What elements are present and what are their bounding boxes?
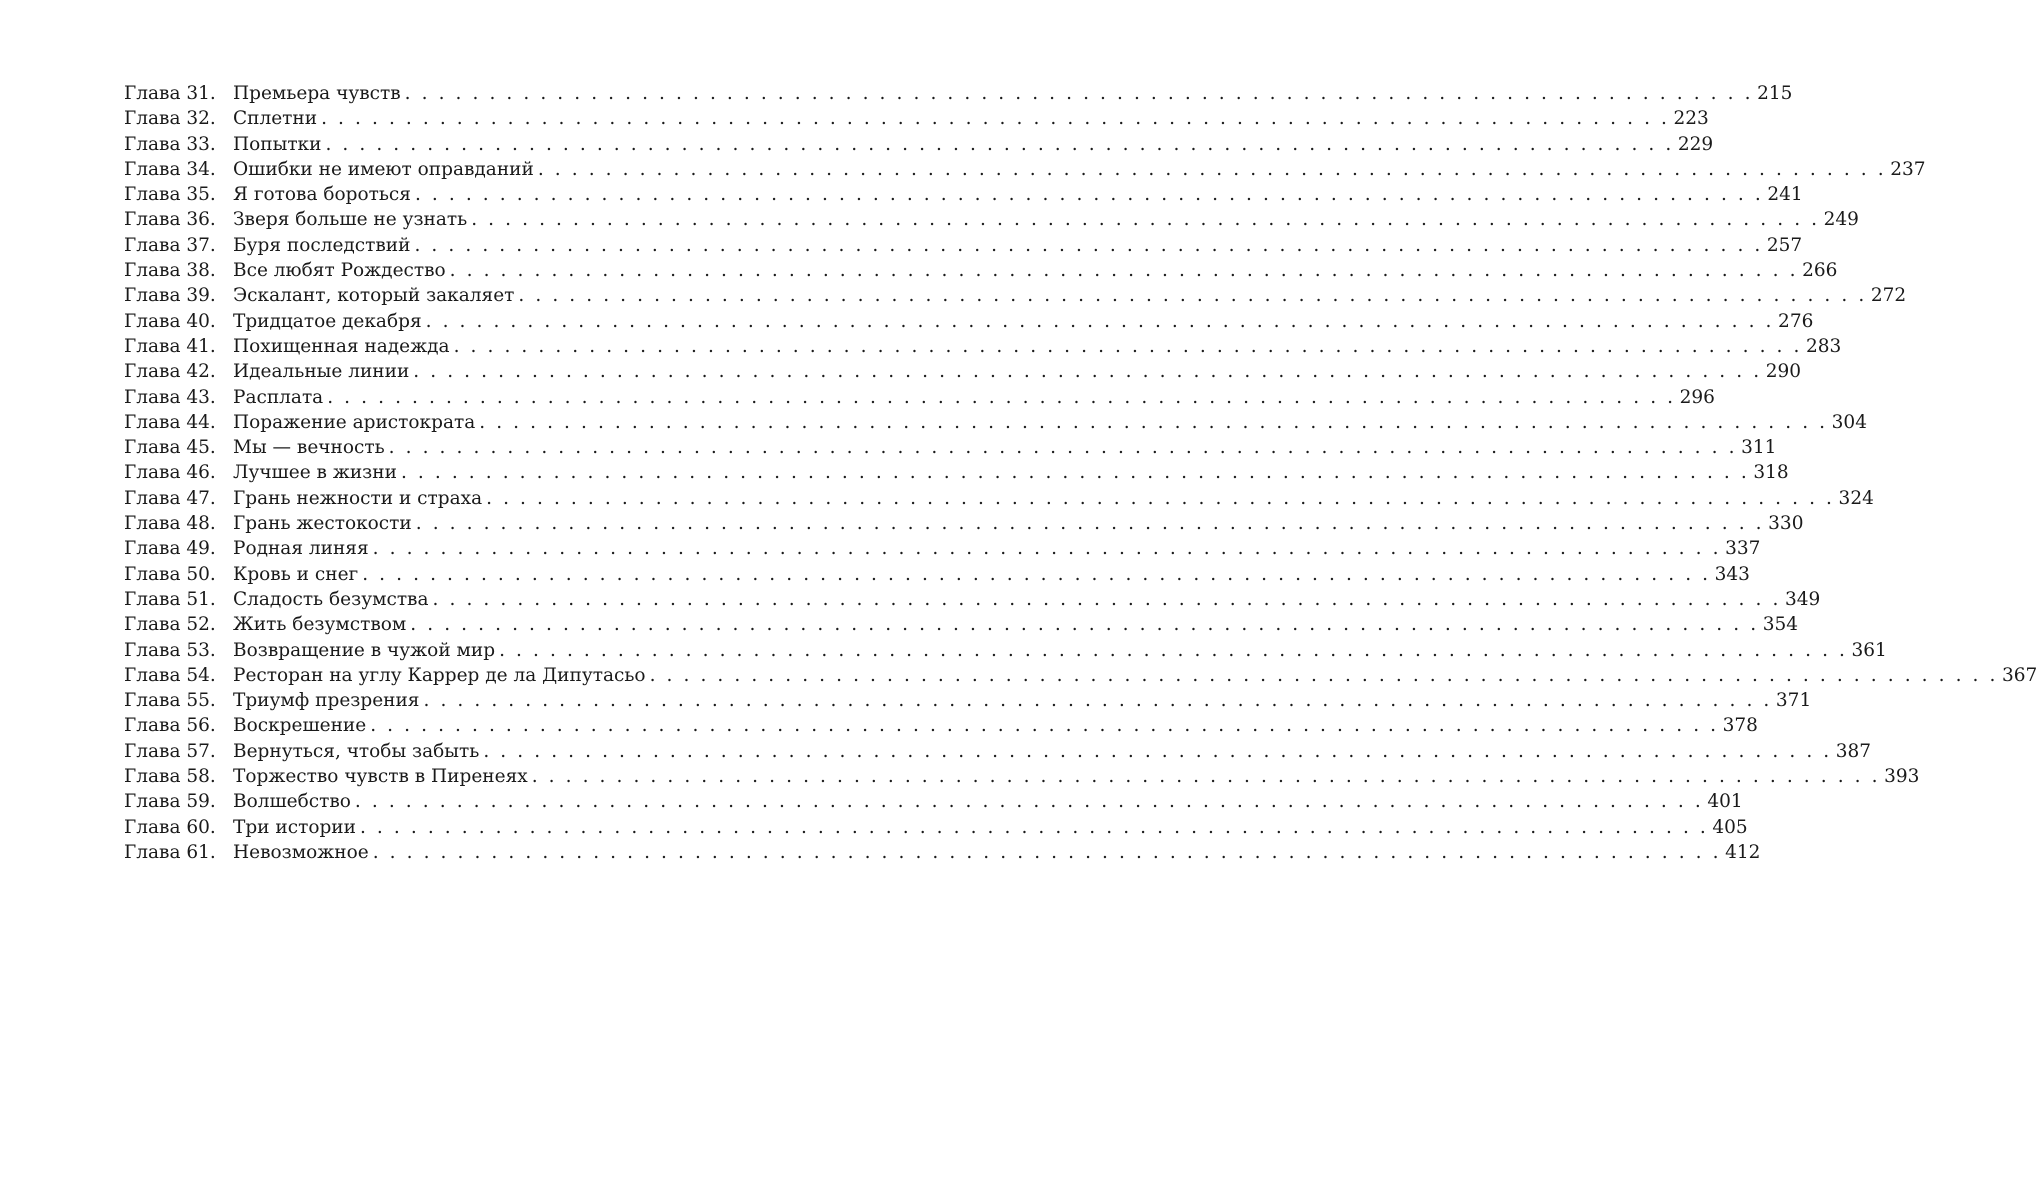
chapter-number: Глава 46.	[124, 462, 216, 484]
dot-leader	[532, 764, 1880, 789]
chapter-title: Волшебство	[233, 791, 351, 813]
page-number: 324	[1838, 487, 1874, 509]
chapter-title: Идеальные линии	[233, 361, 410, 383]
chapter-number: Глава 60.	[124, 816, 216, 838]
chapter-number: Глава 38.	[124, 260, 216, 282]
toc-entry	[124, 385, 1715, 410]
chapter-number: Глава 56.	[124, 715, 216, 737]
chapter-number: Глава 53.	[124, 639, 216, 661]
page-number: 223	[1673, 108, 1709, 130]
chapter-number: Глава 55.	[124, 690, 216, 712]
toc-entry	[124, 106, 1709, 131]
dot-leader	[499, 638, 1847, 663]
page-number: 367	[2001, 664, 2037, 686]
chapter-title: Вернуться, чтобы забыть	[233, 740, 480, 762]
dot-leader	[426, 309, 1774, 334]
chapter-number: Глава 51.	[124, 588, 216, 610]
toc-entry	[124, 182, 1803, 207]
toc-entry	[124, 536, 1761, 561]
chapter-number: Глава 61.	[124, 841, 216, 863]
dot-leader	[479, 410, 1827, 435]
dot-leader	[373, 840, 1721, 865]
chapter-title: Все любят Рождество	[233, 260, 446, 282]
chapter-title: Ошибки не имеют оправданий	[233, 158, 534, 180]
chapter-number: Глава 59.	[124, 791, 216, 813]
page-number: 266	[1802, 260, 1838, 282]
page-number: 249	[1823, 209, 1859, 231]
chapter-number: Глава 58.	[124, 766, 216, 788]
toc-entry	[124, 410, 1867, 435]
chapter-number: Глава 49.	[124, 538, 216, 560]
dot-leader	[401, 460, 1749, 485]
dot-leader	[355, 789, 1703, 814]
chapter-title: Попытки	[233, 133, 322, 155]
chapter-number: Глава 37.	[124, 234, 216, 256]
toc-entry	[124, 587, 1821, 612]
chapter-title: Кровь и снег	[233, 563, 359, 585]
chapter-title: Мы — вечность	[233, 437, 385, 459]
chapter-number: Глава 32.	[124, 108, 216, 130]
dot-leader	[389, 435, 1737, 460]
toc-entry	[124, 739, 1872, 764]
dot-leader	[454, 334, 1802, 359]
dot-leader	[327, 385, 1675, 410]
chapter-title: Премьера чувств	[233, 83, 401, 104]
dot-leader	[325, 132, 1673, 157]
toc-entry	[124, 612, 1799, 637]
chapter-number: Глава 43.	[124, 386, 216, 408]
dot-leader	[360, 815, 1708, 840]
dot-leader	[538, 157, 1886, 182]
toc-entry	[124, 486, 1874, 511]
page-number: 229	[1677, 133, 1714, 155]
chapter-title: Невозможное	[233, 841, 369, 863]
toc-entry	[124, 764, 1920, 789]
dot-leader	[518, 283, 1866, 308]
page-number: 401	[1707, 791, 1743, 813]
page-number: 405	[1712, 816, 1748, 838]
page-number: 371	[1775, 690, 1812, 712]
chapter-title: Поражение аристократа	[233, 411, 476, 433]
chapter-title: Расплата	[233, 386, 324, 408]
table-of-contents	[124, 81, 2037, 865]
dot-leader	[321, 106, 1669, 131]
chapter-number: Глава 57.	[124, 740, 216, 762]
toc-entry	[124, 359, 1802, 384]
dot-leader	[450, 258, 1798, 283]
page-number: 361	[1851, 639, 1887, 661]
page-number: 241	[1767, 184, 1803, 206]
page-number: 318	[1753, 462, 1789, 484]
chapter-title: Сладость безумства	[233, 588, 429, 610]
page-number: 412	[1725, 841, 1761, 863]
toc-entry	[124, 334, 1842, 359]
toc-entry	[124, 132, 1714, 157]
chapter-number: Глава 41.	[124, 335, 216, 357]
dot-leader	[650, 663, 1998, 688]
chapter-title: Я готова бороться	[233, 184, 411, 206]
dot-leader	[362, 562, 1710, 587]
dot-leader	[471, 207, 1819, 232]
chapter-number: Глава 48.	[124, 513, 216, 535]
chapter-number: Глава 52.	[124, 614, 216, 636]
chapter-title: Жить безумством	[233, 614, 407, 636]
chapter-number: Глава 31.	[124, 83, 216, 104]
toc-entry	[124, 815, 1748, 840]
chapter-title: Ресторан на углу Каррер де ла Дипутасьо	[233, 664, 646, 686]
chapter-title: Грань жестокости	[233, 513, 412, 535]
toc-entry	[124, 789, 1743, 814]
dot-leader	[486, 486, 1834, 511]
page-number: 387	[1835, 740, 1872, 762]
dot-leader	[415, 182, 1763, 207]
chapter-title: Родная линяя	[233, 538, 369, 560]
toc-entry	[124, 638, 1887, 663]
dot-leader	[483, 739, 1831, 764]
page-number: 337	[1725, 538, 1761, 560]
chapter-number: Глава 45.	[124, 437, 216, 459]
chapter-number: Глава 39.	[124, 285, 216, 307]
toc-entry	[124, 207, 1859, 232]
chapter-number: Глава 54.	[124, 664, 216, 686]
chapter-number: Глава 35.	[124, 184, 216, 206]
chapter-title: Три истории	[233, 816, 356, 838]
dot-leader	[405, 81, 1753, 106]
toc-entry	[124, 233, 1803, 258]
page-number: 343	[1714, 563, 1750, 585]
dot-leader	[423, 688, 1771, 713]
chapter-number: Глава 50.	[124, 563, 216, 585]
chapter-title: Эскалант, который закаляет	[233, 285, 515, 307]
dot-leader	[373, 536, 1721, 561]
chapter-title: Лучшее в жизни	[233, 462, 397, 484]
dot-leader	[433, 587, 1781, 612]
page-number: 257	[1766, 234, 1803, 256]
chapter-title: Возвращение в чужой мир	[233, 639, 496, 661]
chapter-title: Тридцатое декабря	[233, 310, 422, 332]
page-number: 311	[1741, 437, 1777, 459]
toc-entry	[124, 840, 1761, 865]
chapter-title: Воскрешение	[233, 715, 367, 737]
page-number: 215	[1757, 83, 1793, 104]
toc-entry	[124, 81, 1793, 106]
page-number: 296	[1679, 386, 1715, 408]
dot-leader	[414, 233, 1762, 258]
page-number: 290	[1765, 361, 1802, 383]
chapter-number: Глава 42.	[124, 361, 216, 383]
toc-entry	[124, 688, 1812, 713]
toc-entry	[124, 562, 1750, 587]
toc-entry	[124, 309, 1814, 334]
page-number: 378	[1722, 715, 1758, 737]
toc-entry	[124, 157, 1926, 182]
chapter-title: Буря последствий	[233, 234, 411, 256]
chapter-number: Глава 36.	[124, 209, 216, 231]
page-number: 237	[1890, 158, 1926, 180]
chapter-number: Глава 34.	[124, 158, 216, 180]
chapter-title: Сплетни	[233, 108, 318, 130]
page-number: 276	[1778, 310, 1814, 332]
toc-entry	[124, 435, 1777, 460]
page-number: 349	[1784, 588, 1821, 610]
chapter-title: Похищенная надежда	[233, 335, 450, 357]
page-number: 354	[1762, 614, 1799, 636]
chapter-title: Грань нежности и страха	[233, 487, 483, 509]
chapter-title: Зверя больше не узнать	[233, 209, 468, 231]
page-number: 330	[1768, 513, 1804, 535]
page-number: 272	[1870, 285, 1907, 307]
page-number: 393	[1884, 766, 1920, 788]
toc-entry	[124, 713, 1758, 738]
page-number: 283	[1805, 335, 1842, 357]
toc-entry	[124, 663, 2037, 688]
chapter-title: Торжество чувств в Пиренеях	[233, 766, 528, 788]
dot-leader	[413, 359, 1761, 384]
page-number: 304	[1831, 411, 1867, 433]
dot-leader	[410, 612, 1758, 637]
chapter-number: Глава 40.	[124, 310, 216, 332]
chapter-number: Глава 33.	[124, 133, 216, 155]
toc-entry	[124, 511, 1804, 536]
chapter-title: Триумф презрения	[233, 690, 420, 712]
chapter-number: Глава 44.	[124, 411, 216, 433]
chapter-number: Глава 47.	[124, 487, 216, 509]
toc-entry	[124, 460, 1789, 485]
toc-entry	[124, 258, 1838, 283]
dot-leader	[416, 511, 1764, 536]
dot-leader	[370, 713, 1718, 738]
toc-entry	[124, 283, 1907, 308]
